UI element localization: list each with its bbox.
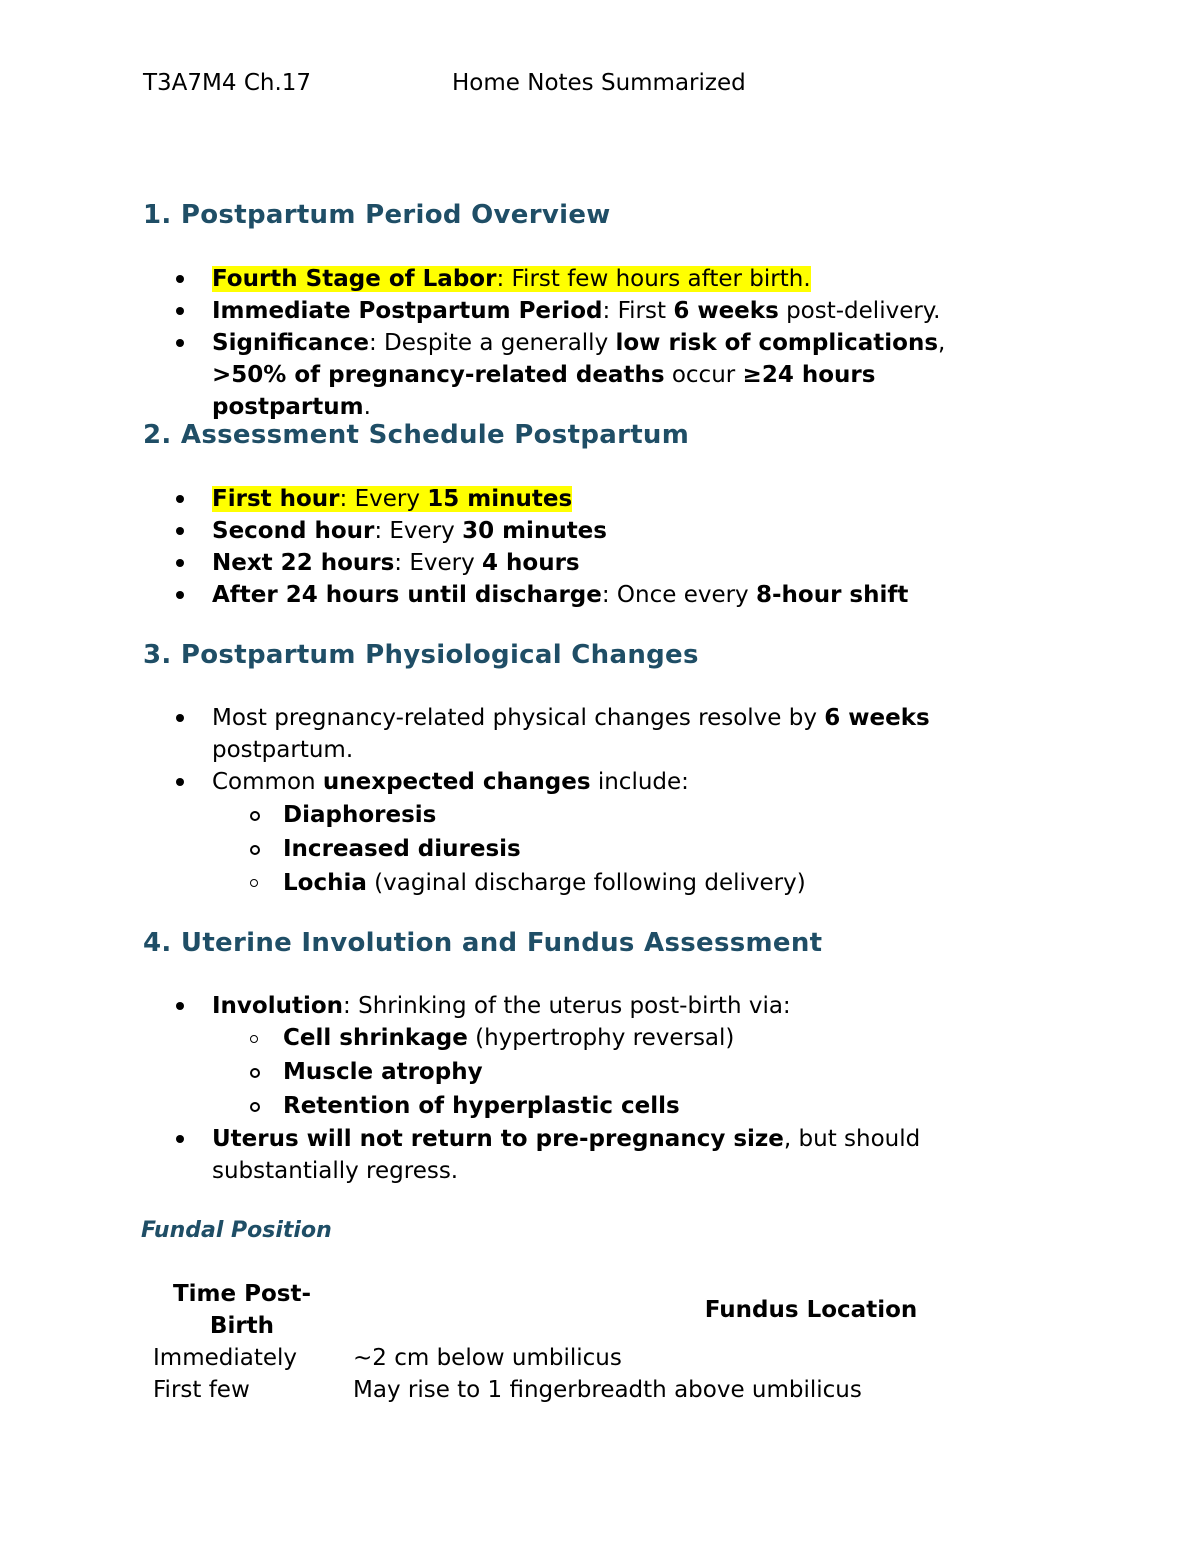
table-header-row [143,1278,1111,1342]
table-cell: ~2 cm below umbilicus [353,1345,622,1371]
list-item: Immediate Postpartum Period: First 6 weeks post-delivery. [143,295,1023,327]
list-item [143,263,1023,295]
sub-list-item: Increased diuresis [143,832,973,866]
section-heading-overview: 1. Postpartum Period Overview [143,200,611,230]
table-cell: May rise to 1 fingerbreadth above umbilicus [353,1377,862,1403]
list-item [143,483,1023,515]
highlight: Fourth Stage of Labor: First few hours after birth. [212,266,811,292]
fundal-position-heading: Fundal Position [141,1218,332,1243]
section-heading-involution: 4. Uterine Involution and Fundus Assessment [143,928,823,958]
list-item: Next 22 hours: Every 4 hours [143,547,1023,579]
list-item: Most pregnancy-related physical changes resolve by 6 weeks postpartum. [143,702,973,766]
sub-list-item: Muscle atrophy [143,1055,973,1089]
section-heading-assessment: 2. Assessment Schedule Postpartum [143,420,690,450]
list-item: Uterus will not return to pre-pregnancy size, but should substantially regress. [143,1123,973,1187]
assessment-list [143,483,1023,611]
physiological-list [143,702,973,900]
table-row [143,1342,1111,1374]
involution-list [143,990,973,1187]
overview-list [143,263,1023,423]
sub-list-item: Retention of hyperplastic cells [143,1089,973,1123]
sub-list-item: Lochia (vaginal discharge following delivery) [143,866,973,900]
column-header-location: Fundus Location [704,1297,918,1323]
table-cell: First few [153,1377,250,1403]
sub-list-item: Cell shrinkage (hypertrophy reversal) [143,1022,973,1055]
list-item: Significance: Despite a generally low risk of complications, >50% of pregnancy-related deaths occur ≥24 hours postpartum. [143,327,1023,423]
list-item: Involution: Shrinking of the uterus post-birth via: [143,990,973,1022]
header-course-code: T3A7M4 Ch.17 [143,70,312,96]
highlight: First hour: Every 15 minutes [212,486,573,512]
column-header-time: Time Post-Birth [172,1281,312,1339]
sub-list-item: Diaphoresis [143,798,973,832]
section-heading-physiological: 3. Postpartum Physiological Changes [143,640,699,670]
list-item: Common unexpected changes include: [143,766,973,798]
list-item: Second hour: Every 30 minutes [143,515,1023,547]
header-title: Home Notes Summarized [452,70,746,96]
list-item: After 24 hours until discharge: Once every 8-hour shift [143,579,1023,611]
table-row [143,1374,1111,1406]
table-cell: Immediately [153,1345,297,1371]
fundal-position-table [143,1278,1111,1406]
